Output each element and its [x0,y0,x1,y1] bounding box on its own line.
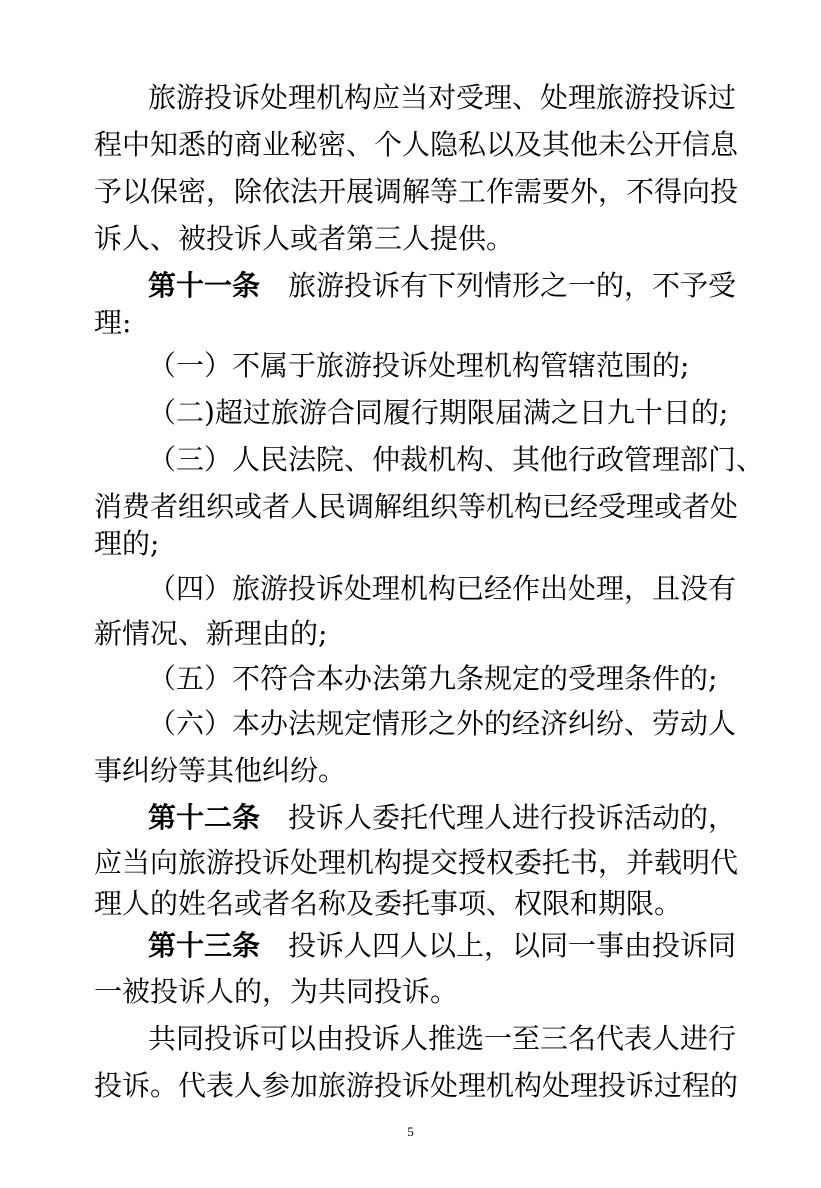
paragraph-line: 事纠纷等其他纠纷。 [94,754,347,787]
paragraph-line: 诉人、被投诉人或者第三人提供。 [94,222,515,255]
paragraph-line: 理人的姓名或者名称及委托事项、权限和期限。 [94,887,683,920]
paragraph-line: 消费者组织或者人民调解组织等机构已经受理或者处 [94,490,739,523]
paragraph-line: 予以保密，除依法开展调解等工作需要外，不得向投 [94,175,739,208]
article-11-line [148,266,737,306]
paragraph-line: 理: [94,306,132,339]
article-11-text: 旅游投诉有下列情形之一的，不予受 [288,269,737,302]
list-item: （四）旅游投诉处理机构已经作出处理，且没有 [148,572,737,605]
page-number: 5 [407,1124,414,1139]
article-12-line [148,798,737,838]
article-12-heading: 第十二条 [148,801,261,834]
paragraph-line: 旅游投诉处理机构应当对受理、处理旅游投诉过 [148,81,737,114]
list-item: （六）本办法规定情形之外的经济纠纷、劳动人 [148,707,737,740]
article-13-heading: 第十三条 [148,929,261,962]
article-13-text: 投诉人四人以上，以同一事由投诉同 [288,929,737,962]
article-12-text: 投诉人委托代理人进行投诉活动的， [288,801,737,834]
paragraph-line: 投诉。代表人参加旅游投诉处理机构处理投诉过程的 [94,1069,739,1102]
list-item: （三）人民法院、仲裁机构、其他行政管理部门、 [148,443,765,476]
paragraph-line: 新情况、新理由的; [94,617,328,650]
article-11-heading: 第十一条 [148,269,261,302]
list-item: （二)超过旅游合同履行期限届满之日九十日的; [148,396,729,429]
paragraph-line: 共同投诉可以由投诉人推选一至三名代表人进行 [148,1022,737,1055]
paragraph-line: 程中知悉的商业秘密、个人隐私以及其他未公开信息 [94,128,739,161]
list-item: （五）不符合本办法第九条规定的受理条件的; [148,662,718,695]
list-item: （一）不属于旅游投诉处理机构管辖范围的; [148,349,690,382]
article-13-line [148,926,737,966]
paragraph-line: 理的; [94,527,160,560]
paragraph-line: 应当向旅游投诉处理机构提交授权委托书，并载明代 [94,846,739,879]
paragraph-line: 一被投诉人的，为共同投诉。 [94,975,459,1008]
